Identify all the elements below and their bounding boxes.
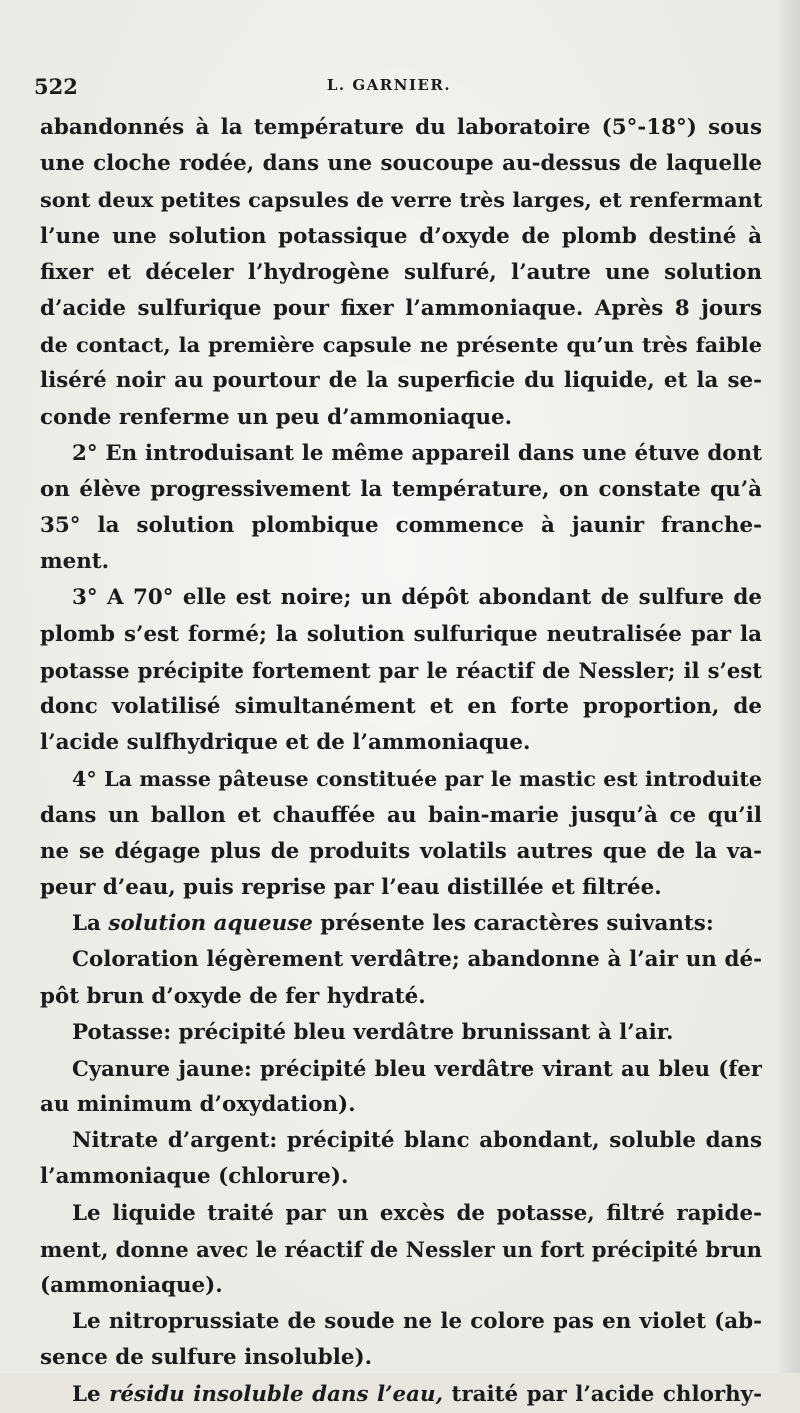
text-line: on élève progressivement la température, on constate qu’à [40,476,762,502]
text-line: pôt brun d’oxyde de fer hydraté. [40,983,426,1009]
text-line: 35° la solution plombique commence à jaunir franche- [40,513,762,539]
text-line: sont deux petites capsules de verre très larges, et renfermant [40,187,762,213]
text-line: donc volatilisé simultanément et en forte proportion, de [40,694,762,719]
text-line: l’une une solution potassique d’oxyde de plomb destiné à [40,223,762,249]
text-line: (ammoniaque). [40,1273,223,1298]
text-line: Coloration légèrement verdâtre; abandonne à l’air un dé- [72,947,762,973]
text-line: ne se dégage plus de produits volatils autres que de la va- [40,838,762,864]
inline-text: traité par l’acide chlorhy- [451,1381,762,1407]
text-line: liséré noir au pourtour de la superficie du liquide, et la se- [40,368,762,394]
text-line: conde renferme un peu d’ammoniaque. [40,404,513,430]
italic-term: solution aqueuse [108,911,313,937]
page-edge-shadow [774,0,800,1373]
text-line: abandonnés à la température du laboratoire (5°-18°) sous [40,115,762,140]
text-line: Le nitroprussiate de soude ne le colore pas en violet (ab- [72,1309,762,1335]
text-line: 4° La masse pâteuse constituée par le mastic est introduite [72,767,762,792]
text-line: dans un ballon et chauffée au bain-marie jusqu’à ce qu’il [40,802,762,828]
text-line: d’acide sulfurique pour fixer l’ammoniaque. Après 8 jours [40,295,762,321]
text-line: Cyanure jaune: précipité bleu verdâtre virant au bleu (fer [72,1055,762,1081]
text-line: Potasse: précipité bleu verdâtre brunissant à l’air. [72,1019,674,1045]
italic-term: dans l’eau, [312,1381,444,1407]
text-line: 3° A 70° elle est noire; un dépôt abondant de sulfure de [72,585,762,611]
running-head: L. GARNIER. [326,76,452,94]
inline-text: Le [72,1381,101,1407]
text-line: de contact, la première capsule ne présente qu’un très faible [40,332,762,358]
text-line: l’ammoniaque (chlorure). [40,1164,349,1190]
text-line: sence de sulfure insoluble). [40,1345,373,1371]
text-line: peur d’eau, puis reprise par l’eau distillée et filtrée. [40,874,662,900]
text-line: au minimum d’oxydation). [40,1092,356,1118]
text-line: ment, donne avec le réactif de Nessler un fort précipité brun [40,1236,762,1262]
text-line: fixer et déceler l’hydrogène sulfuré, l’autre une solution [40,259,762,285]
text-line: ment. [40,549,110,575]
text-line: 2° En introduisant le même appareil dans une étuve dont [72,440,762,466]
text-body [40,110,762,1413]
text-line [40,906,762,942]
page-header [34,74,744,102]
text-line: potasse précipite fortement par le réactif de Nessler; il s’est [40,657,762,683]
text-line: une cloche rodée, dans une soucoupe au-dessus de laquelle [40,151,762,177]
text-line [40,1377,762,1413]
inline-text: La [72,911,101,937]
text-line: plomb s’est formé; la solution sulfurique neutralisée par la [40,621,762,647]
inline-text: présente les caractères suivants: [320,911,714,937]
italic-term: résidu insoluble [109,1381,304,1407]
text-line: l’acide sulfhydrique et de l’ammoniaque. [40,730,531,756]
text-line: Le liquide traité par un excès de potasse, filtré rapide- [72,1200,762,1226]
text-line: Nitrate d’argent: précipité blanc abondant, soluble dans [72,1128,762,1154]
page-number: 522 [34,74,78,99]
